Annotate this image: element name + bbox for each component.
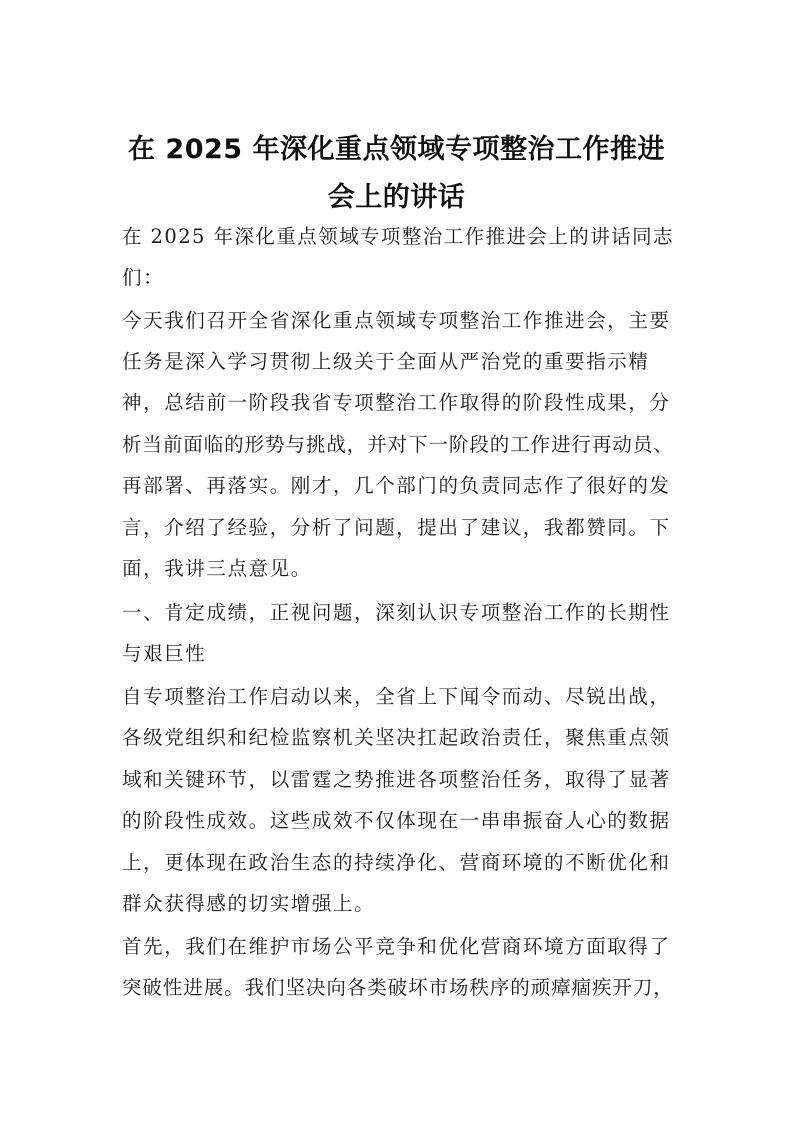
body-line: 析当前面临的形势与挑战，并对下一阶段的工作进行再动员、 <box>122 433 674 456</box>
body-line: 任务是深入学习贯彻上级关于全面从严治党的重要指示精 <box>122 350 650 373</box>
section-heading-line: 与艰巨性 <box>122 642 207 665</box>
body-line: 面，我讲三点意见。 <box>122 557 312 580</box>
body-line: 言，介绍了经验，分析了问题，提出了建议，我都赞同。下 <box>122 516 671 539</box>
body-line: 自专项整治工作启动以来，全省上下闻令而动、尽锐出战， <box>122 685 671 708</box>
document-title-line-1: 在 2025 年深化重点领域专项整治工作推进 <box>128 134 665 165</box>
body-line: 突破性进展。我们坚决向各类破坏市场秩序的顽瘴痼疾开刀， <box>122 976 674 999</box>
body-line: 再部署、再落实。刚才，几个部门的负责同志作了很好的发 <box>122 474 671 497</box>
body-line: 神，总结前一阶段我省专项整治工作取得的阶段性成果，分 <box>122 391 671 414</box>
body-line: 在 2025 年深化重点领域专项整治工作推进会上的讲话同志 <box>122 225 674 248</box>
body-line: 各级党组织和纪检监察机关坚决扛起政治责任，聚焦重点领 <box>122 726 671 749</box>
body-line: 们： <box>122 266 165 289</box>
body-line: 首先，我们在维护市场公平竞争和优化营商环境方面取得了 <box>122 935 671 958</box>
section-heading-line: 一、肯定成绩，正视问题，深刻认识专项整治工作的长期性 <box>122 601 671 624</box>
body-line: 域和关键环节，以雷霆之势推进各项整治任务，取得了显著 <box>122 768 671 791</box>
body-line: 的阶段性成效。这些成效不仅体现在一串串振奋人心的数据 <box>122 809 671 832</box>
body-line: 群众获得感的切实增强上。 <box>122 892 376 915</box>
body-line: 今天我们召开全省深化重点领域专项整治工作推进会，主要 <box>122 309 671 332</box>
document-title-line-2: 会上的讲话 <box>327 182 466 213</box>
body-line: 上，更体现在政治生态的持续净化、营商环境的不断优化和 <box>122 851 671 874</box>
